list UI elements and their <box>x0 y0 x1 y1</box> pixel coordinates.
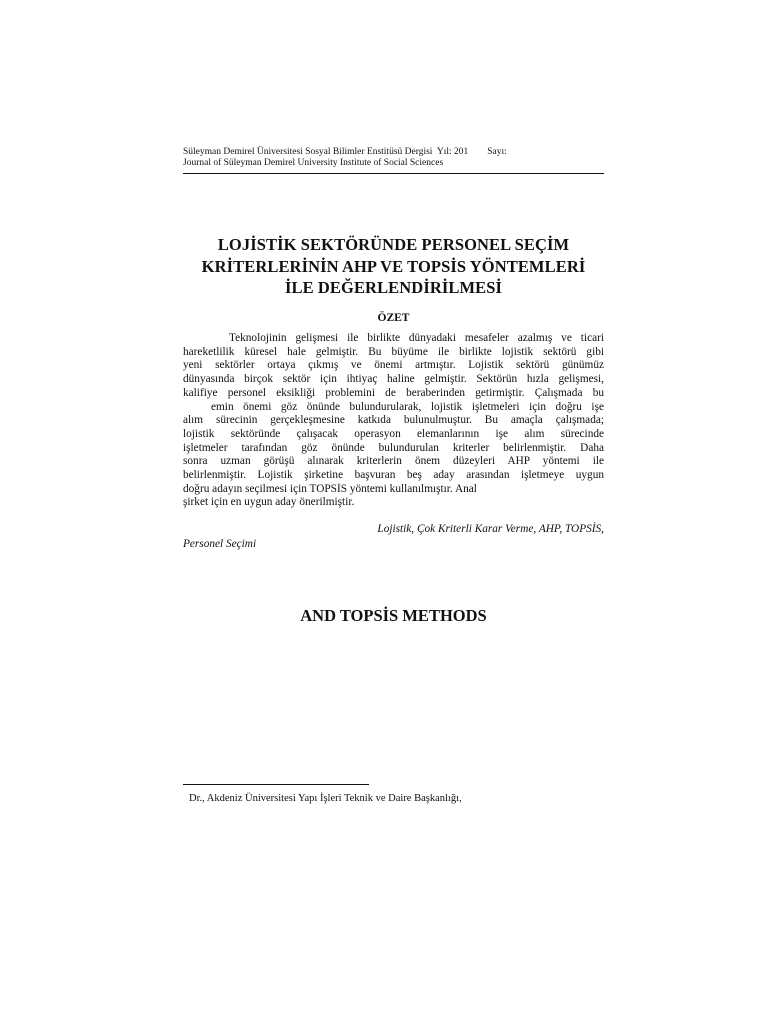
abstract-line: hareketlilik küresel hale gelmiştir. Bu büyüme ile birlikte lojistik sektörü gibi <box>183 345 604 358</box>
abstract-line: kalifiye personel eksikliği problemini de beraberinden getirmiştir. Çalışmada bu <box>183 386 604 399</box>
abstract-line: lojistik sektöründe çalışacak operasyon elemanlarının işe alım sürecinde <box>183 427 604 440</box>
footnote-rule <box>183 784 369 785</box>
journal-header <box>183 147 603 169</box>
abstract-line: emin önemi göz önünde bulundurularak, lojistik işletmeleri için doğru işe <box>211 400 604 413</box>
journal-header-english: Journal of Süleyman Demirel University Institute of Social Sciences <box>183 158 444 168</box>
article-title-line-2: KRİTERLERİNİN AHP VE TOPSİS YÖNTEMLERİ <box>201 256 586 276</box>
abstract-line: doğru adayın seçilmesi için TOPSİS yöntemi kullanılmıştır. Anal <box>183 482 477 495</box>
keywords-line-1: Lojistik, Çok Kriterli Karar Verme, AHP, TOPSİS, <box>377 523 604 535</box>
article-title <box>183 234 604 299</box>
abstract-heading: ÖZET <box>377 312 410 324</box>
journal-header-turkish: Süleyman Demirel Üniversitesi Sosyal Bilimler Enstitüsü Dergisi Yıl: 201 Sayı: <box>183 147 507 157</box>
article-title-line-3: İLE DEĞERLENDİRİLMESİ <box>284 278 503 297</box>
abstract-line: alım sürecinin gerçekleşmesine katkıda bulunulmuştur. Bu amaçla çalışmada; <box>183 414 604 427</box>
footnote: Dr., Akdeniz Üniversitesi Yapı İşleri Teknik ve Daire Başkanlığı, <box>189 793 462 804</box>
abstract-body <box>183 332 604 510</box>
abstract-line: işletmeler tarafından göz önünde bulundurulan kriterler belirlenmiştir. Daha <box>183 441 604 454</box>
abstract-line: dünyasında birçok sektör için ihtiyaç haline gelmiştir. Sektörün hızla gelişmesi, <box>183 373 604 386</box>
keywords-line-2: Personel Seçimi <box>183 537 257 550</box>
abstract-line: sonra uzman görüşü alınarak kriterlerin önem düzeyleri AHP yöntemi ile <box>183 455 604 468</box>
article-title-line-1: LOJİSTİK SEKTÖRÜNDE PERSONEL SEÇİM <box>217 235 570 254</box>
abstract-line: yeni sektörler ortaya çıkmış ve önemi artmıştır. Lojistik sektörü günümüz <box>183 359 604 372</box>
keywords <box>183 522 604 551</box>
header-rule <box>183 173 604 174</box>
english-title: AND TOPSİS METHODS <box>300 606 487 625</box>
abstract-line: Teknolojinin gelişmesi ile birlikte dünyadaki mesafeler azalmış ve ticari <box>229 332 604 344</box>
abstract-line: şirket için en uygun aday önerilmiştir. <box>183 496 355 509</box>
abstract-line: belirlenmiştir. Lojistik şirketine başvuran beş aday arasından işletmeye uygun <box>183 469 604 482</box>
